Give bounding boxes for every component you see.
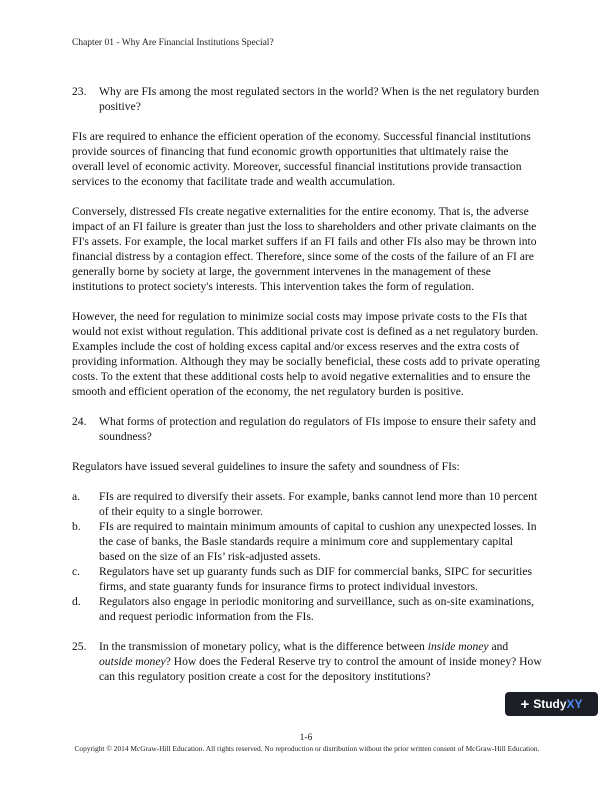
list-letter: a. <box>72 490 81 503</box>
question-text-part: ? How does the Federal Reserve try to control the amount of inside money? How can this regulatory position create a cost for the depository institutions? <box>99 655 542 683</box>
question-number: 24. <box>72 415 87 428</box>
studyxy-badge[interactable] <box>505 692 598 716</box>
question-text-part: and <box>488 640 509 653</box>
answer-paragraph: FIs are required to enhance the efficient operation of the economy. Successful financial institutions provide sources of financing that fund economic growth opportunities that ultimately raise the overall level of economic activity. Moreover, successful financial institutions provide transaction services to the economy that facilitate trade and wealth accumulation. <box>72 130 531 188</box>
question-text: What forms of protection and regulation do regulators of FIs impose to ensure their safety and soundness? <box>99 415 536 443</box>
list-item <box>72 519 542 564</box>
answer-paragraph: Conversely, distressed FIs create negative externalities for the entire economy. That is, the adverse impact of an FI failure is greater than just the loss to shareholders and other private claimants on the FI's assets. For example, the local market suffers if an FI fails and other FIs also may be thrown into financial distress by a contagion effect. Therefore, since some of the costs of the failure of an FI are generally borne by society at large, the government intervenes in the management of these institutions to protect society's interests. This intervention takes the form of regulation. <box>72 205 537 293</box>
guidelines-list <box>72 489 542 624</box>
question-text: Why are FIs among the most regulated sectors in the world? When is the net regulatory burden positive? <box>99 85 540 113</box>
term-inside-money: inside money <box>427 640 489 653</box>
question-text-part: In the transmission of monetary policy, what is the difference between <box>99 640 428 653</box>
list-text: Regulators also engage in periodic monitoring and surveillance, such as on-site examinations, and request periodic information from the FIs. <box>99 595 534 623</box>
plus-icon: + <box>520 695 530 713</box>
brand-text-xy: XY <box>566 697 583 711</box>
question-25 <box>72 639 542 684</box>
list-item <box>72 564 542 594</box>
list-item <box>72 489 542 519</box>
document-body <box>72 84 542 699</box>
list-letter: c. <box>72 565 81 578</box>
answer-intro: Regulators have issued several guidelines to insure the safety and soundness of FIs: <box>72 460 460 473</box>
list-item <box>72 594 542 624</box>
question-number: 23. <box>72 85 87 98</box>
term-outside-money: outside money <box>99 655 166 668</box>
question-23 <box>72 84 542 114</box>
running-head: Chapter 01 - Why Are Financial Institutions Special? <box>72 38 274 48</box>
list-text: FIs are required to diversify their assets. For example, banks cannot lend more than 10 percent of their equity to a single borrower. <box>99 490 538 518</box>
list-letter: b. <box>72 520 81 533</box>
brand-text-study: Study <box>533 697 567 711</box>
list-text: FIs are required to maintain minimum amounts of capital to cushion any unexpected losses. In the case of banks, the Basle standards require a minimum core and supplementary capital based on the size of an FIs’ risk-adjusted assets. <box>99 520 537 563</box>
question-number: 25. <box>72 640 87 653</box>
page-number: 1-6 <box>299 733 313 743</box>
list-text: Regulators have set up guaranty funds such as DIF for commercial banks, SIPC for securities firms, and state guaranty funds for insurance firms to protect individual investors. <box>99 565 533 593</box>
answer-paragraph: However, the need for regulation to minimize social costs may impose private costs to the FIs that would not exist without regulation. This additional private cost is defined as a net regulatory burden. Examples include the cost of holding excess capital and/or excess reserves and the extra costs of providing information. Although they may be socially beneficial, these costs add to private operating costs. To the extent that these additional costs help to avoid negative externalities and to ensure the smooth and efficient operation of the economy, the net regulatory burden is positive. <box>72 310 540 398</box>
list-letter: d. <box>72 595 81 608</box>
copyright-notice: Copyright © 2014 McGraw-Hill Education. All rights reserved. No reproduction or distribution without the prior written consent of McGraw-Hill Education. <box>74 744 540 753</box>
question-text <box>99 639 542 684</box>
question-24 <box>72 414 542 444</box>
